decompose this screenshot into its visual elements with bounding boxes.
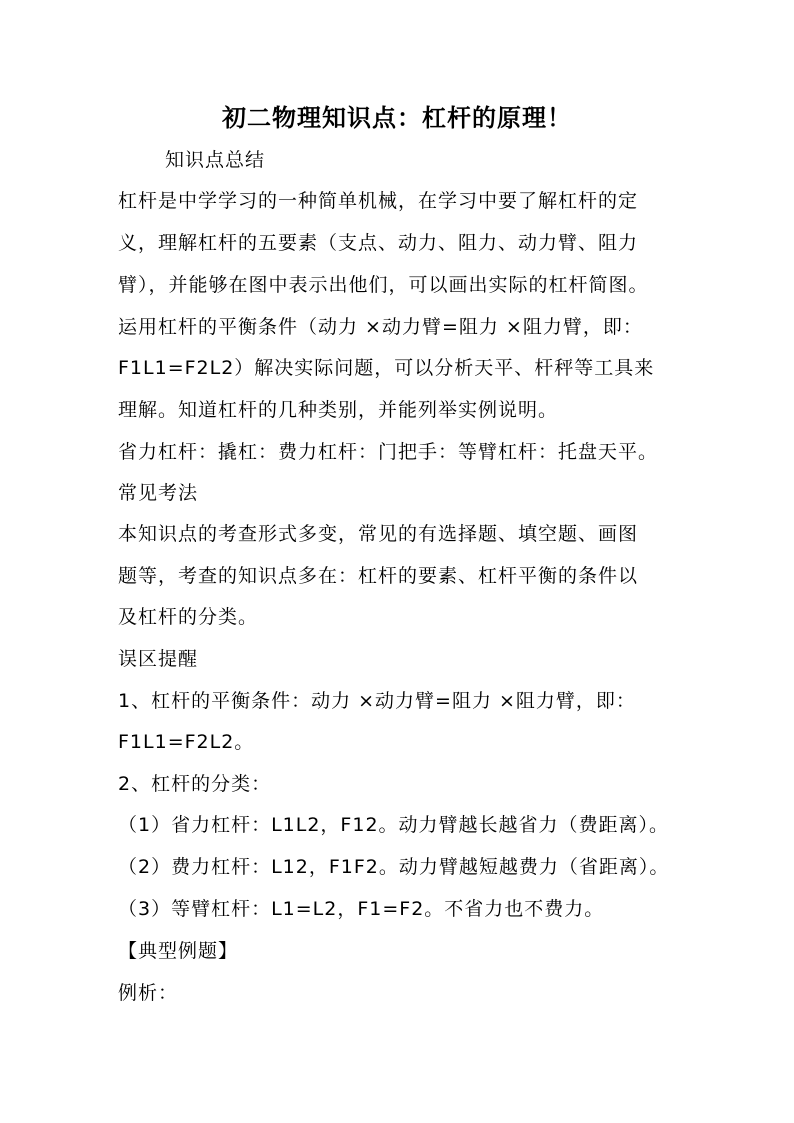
page-title: 初二物理知识点：杠杆的原理！ (222, 103, 572, 132)
mistake-line: 2、杠杆的分类： (118, 773, 272, 795)
section-heading-summary: 知识点总结 (165, 149, 266, 171)
mistake-line: （3）等臂杠杆：L1=L2，F1=F2。不省力也不费力。 (118, 898, 605, 920)
summary-line: 省力杠杆：撬杠：费力杠杆：门把手：等臂杠杆：托盘天平。 (118, 441, 659, 463)
section-heading-exam: 常见考法 (118, 482, 199, 504)
mistake-line: （1）省力杠杆：L1L2，F12。动力臂越长越省力（费距离）。 (118, 814, 670, 836)
section-heading-examples: 【典型例题】 (118, 940, 239, 962)
exam-line: 及杠杆的分类。 (118, 606, 259, 628)
summary-line: F1L1=F2L2）解决实际问题，可以分析天平、杆秤等工具来 (118, 357, 655, 379)
mistake-line: 1、杠杆的平衡条件：动力 ×动力臂=阻力 ×阻力臂，即： (118, 690, 636, 712)
summary-line: 义，理解杠杆的五要素（支点、动力、阻力、动力臂、阻力 (118, 232, 639, 254)
summary-line: 杠杆是中学学习的一种简单机械，在学习中要了解杠杆的定 (118, 190, 639, 212)
summary-line: 理解。知道杠杆的几种类别，并能列举实例说明。 (118, 399, 559, 421)
exam-line: 本知识点的考查形式多变，常见的有选择题、填空题、画图 (118, 523, 639, 545)
mistake-line: F1L1=F2L2。 (118, 731, 255, 753)
exam-line: 题等，考查的知识点多在：杠杆的要素、杠杆平衡的条件以 (118, 565, 639, 587)
section-heading-mistakes: 误区提醒 (118, 648, 199, 670)
summary-line: 臂），并能够在图中表示出他们，可以画出实际的杠杆简图。 (118, 274, 649, 296)
example-label: 例析： (118, 982, 179, 1004)
summary-line: 运用杠杆的平衡条件（动力 ×动力臂=阻力 ×阻力臂，即： (118, 316, 643, 338)
mistake-line: （2）费力杠杆：L12，F1F2。动力臂越短越费力（省距离）。 (118, 856, 670, 878)
